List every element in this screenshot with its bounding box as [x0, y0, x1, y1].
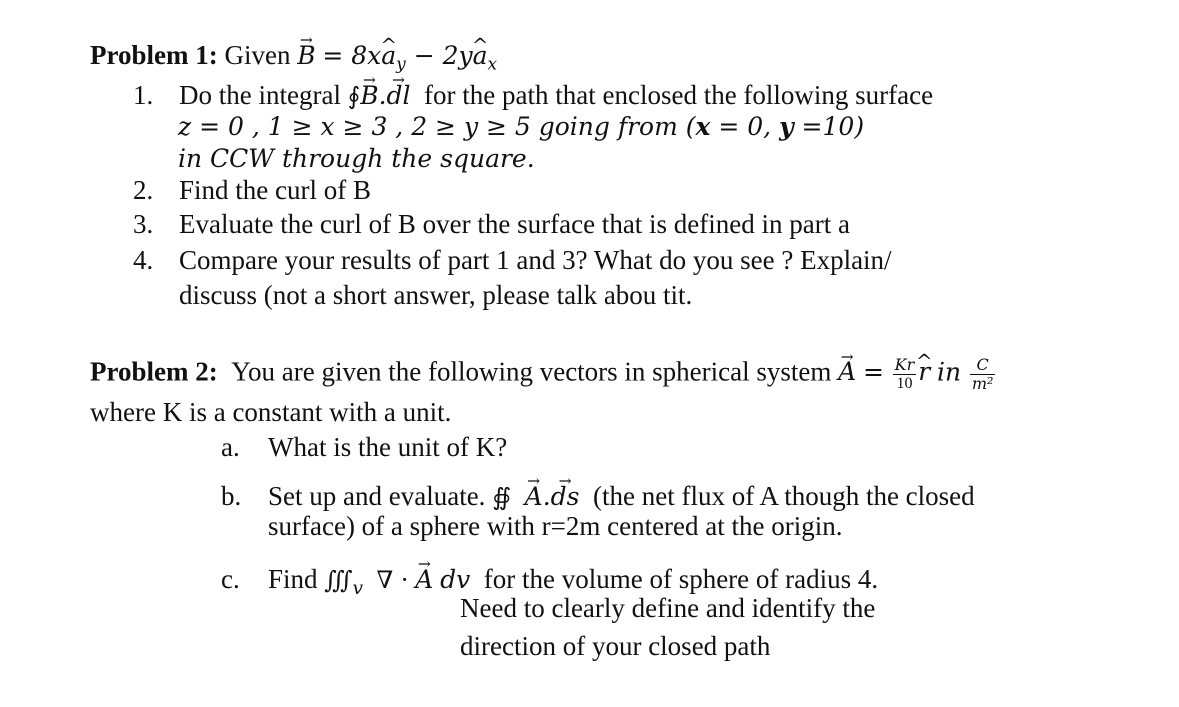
- contour-integral-symbol: ∮: [347, 82, 361, 110]
- divergence-operator: ∇ ·: [376, 566, 409, 594]
- problem2-line: Problem 2: You are given the following vectors in spherical system → A = $\frac{Kr}{10}$ ^ r in $\frac{C}{\text{m²}}$: [90, 356, 997, 392]
- a-vector-symbol: → A: [838, 359, 856, 384]
- problem2-line2: where K is a constant with a unit.: [90, 397, 452, 427]
- p2-part-b-label: b.: [221, 481, 242, 511]
- kr-over-10-fraction: $\frac{Kr}{10}$: [894, 355, 915, 392]
- problem1-line: [90, 42, 497, 73]
- problem1-heading: Problem 1:: [90, 40, 218, 70]
- p2-part-c-label: c.: [221, 564, 240, 594]
- given-label: Given: [224, 40, 291, 70]
- volume-integral-symbol: ∭: [324, 566, 353, 594]
- p2-part-a-text: What is the unit of K?: [268, 432, 508, 462]
- p1-item-4-number: 4.: [133, 245, 154, 275]
- p1-item-1-line1: Do the integral ∮→ B.→ dl for the path that enclosed the following surface: [179, 82, 933, 109]
- closed-surface-integral-symbol: ∯: [492, 483, 512, 511]
- ds-vector: → ds: [551, 484, 580, 509]
- p1-item-2-number: 2.: [133, 175, 154, 205]
- p1-item-4-line1: Compare your results of part 1 and 3? What do you see ? Explain/: [179, 245, 892, 275]
- p1-item-4-line2: discuss (not a short answer, please talk abou tit.: [179, 280, 693, 310]
- b-vector-symbol: → B: [297, 43, 315, 68]
- p2-part-b-line2: surface) of a sphere with r=2m centered at the origin.: [268, 511, 843, 541]
- p2-part-c-line1: Find $∭_v$ ∇ · → A dv for the volume of sphere of radius 4.: [268, 566, 878, 598]
- p1-item-3-text: Evaluate the curl of B over the surface that is defined in part a: [179, 209, 850, 239]
- r-hat: ^ r: [918, 359, 930, 384]
- p2-part-b-line1: Set up and evaluate. ∯ → A.→ ds (the net flux of A though the closed: [268, 483, 975, 510]
- equation-rhs: = 8x^ $a_y$ − 2y^ $a_x$: [322, 41, 497, 70]
- p1-item-2-text: Find the curl of B: [179, 175, 371, 205]
- problem2-heading: Problem 2:: [90, 356, 218, 387]
- p2-part-a-label: a.: [221, 432, 240, 462]
- dl-vector: → dl: [387, 83, 411, 108]
- p2-part-c-note-line2: direction of your closed path: [460, 631, 771, 661]
- p1-item-1-number: 1.: [133, 80, 154, 110]
- unit-fraction: $\frac{C}{\text{m²}}$: [971, 355, 994, 393]
- p1-item-1-line2: z = 0 , 1 ≥ x ≥ 3 , 2 ≥ y ≥ 5 going from (x = 0, y =10): [178, 112, 865, 141]
- p1-item-1-line3: in CCW through the square.: [178, 144, 535, 173]
- p1-item-3-number: 3.: [133, 209, 154, 239]
- p2-part-c-note-line1: Need to clearly define and identify the: [460, 593, 876, 623]
